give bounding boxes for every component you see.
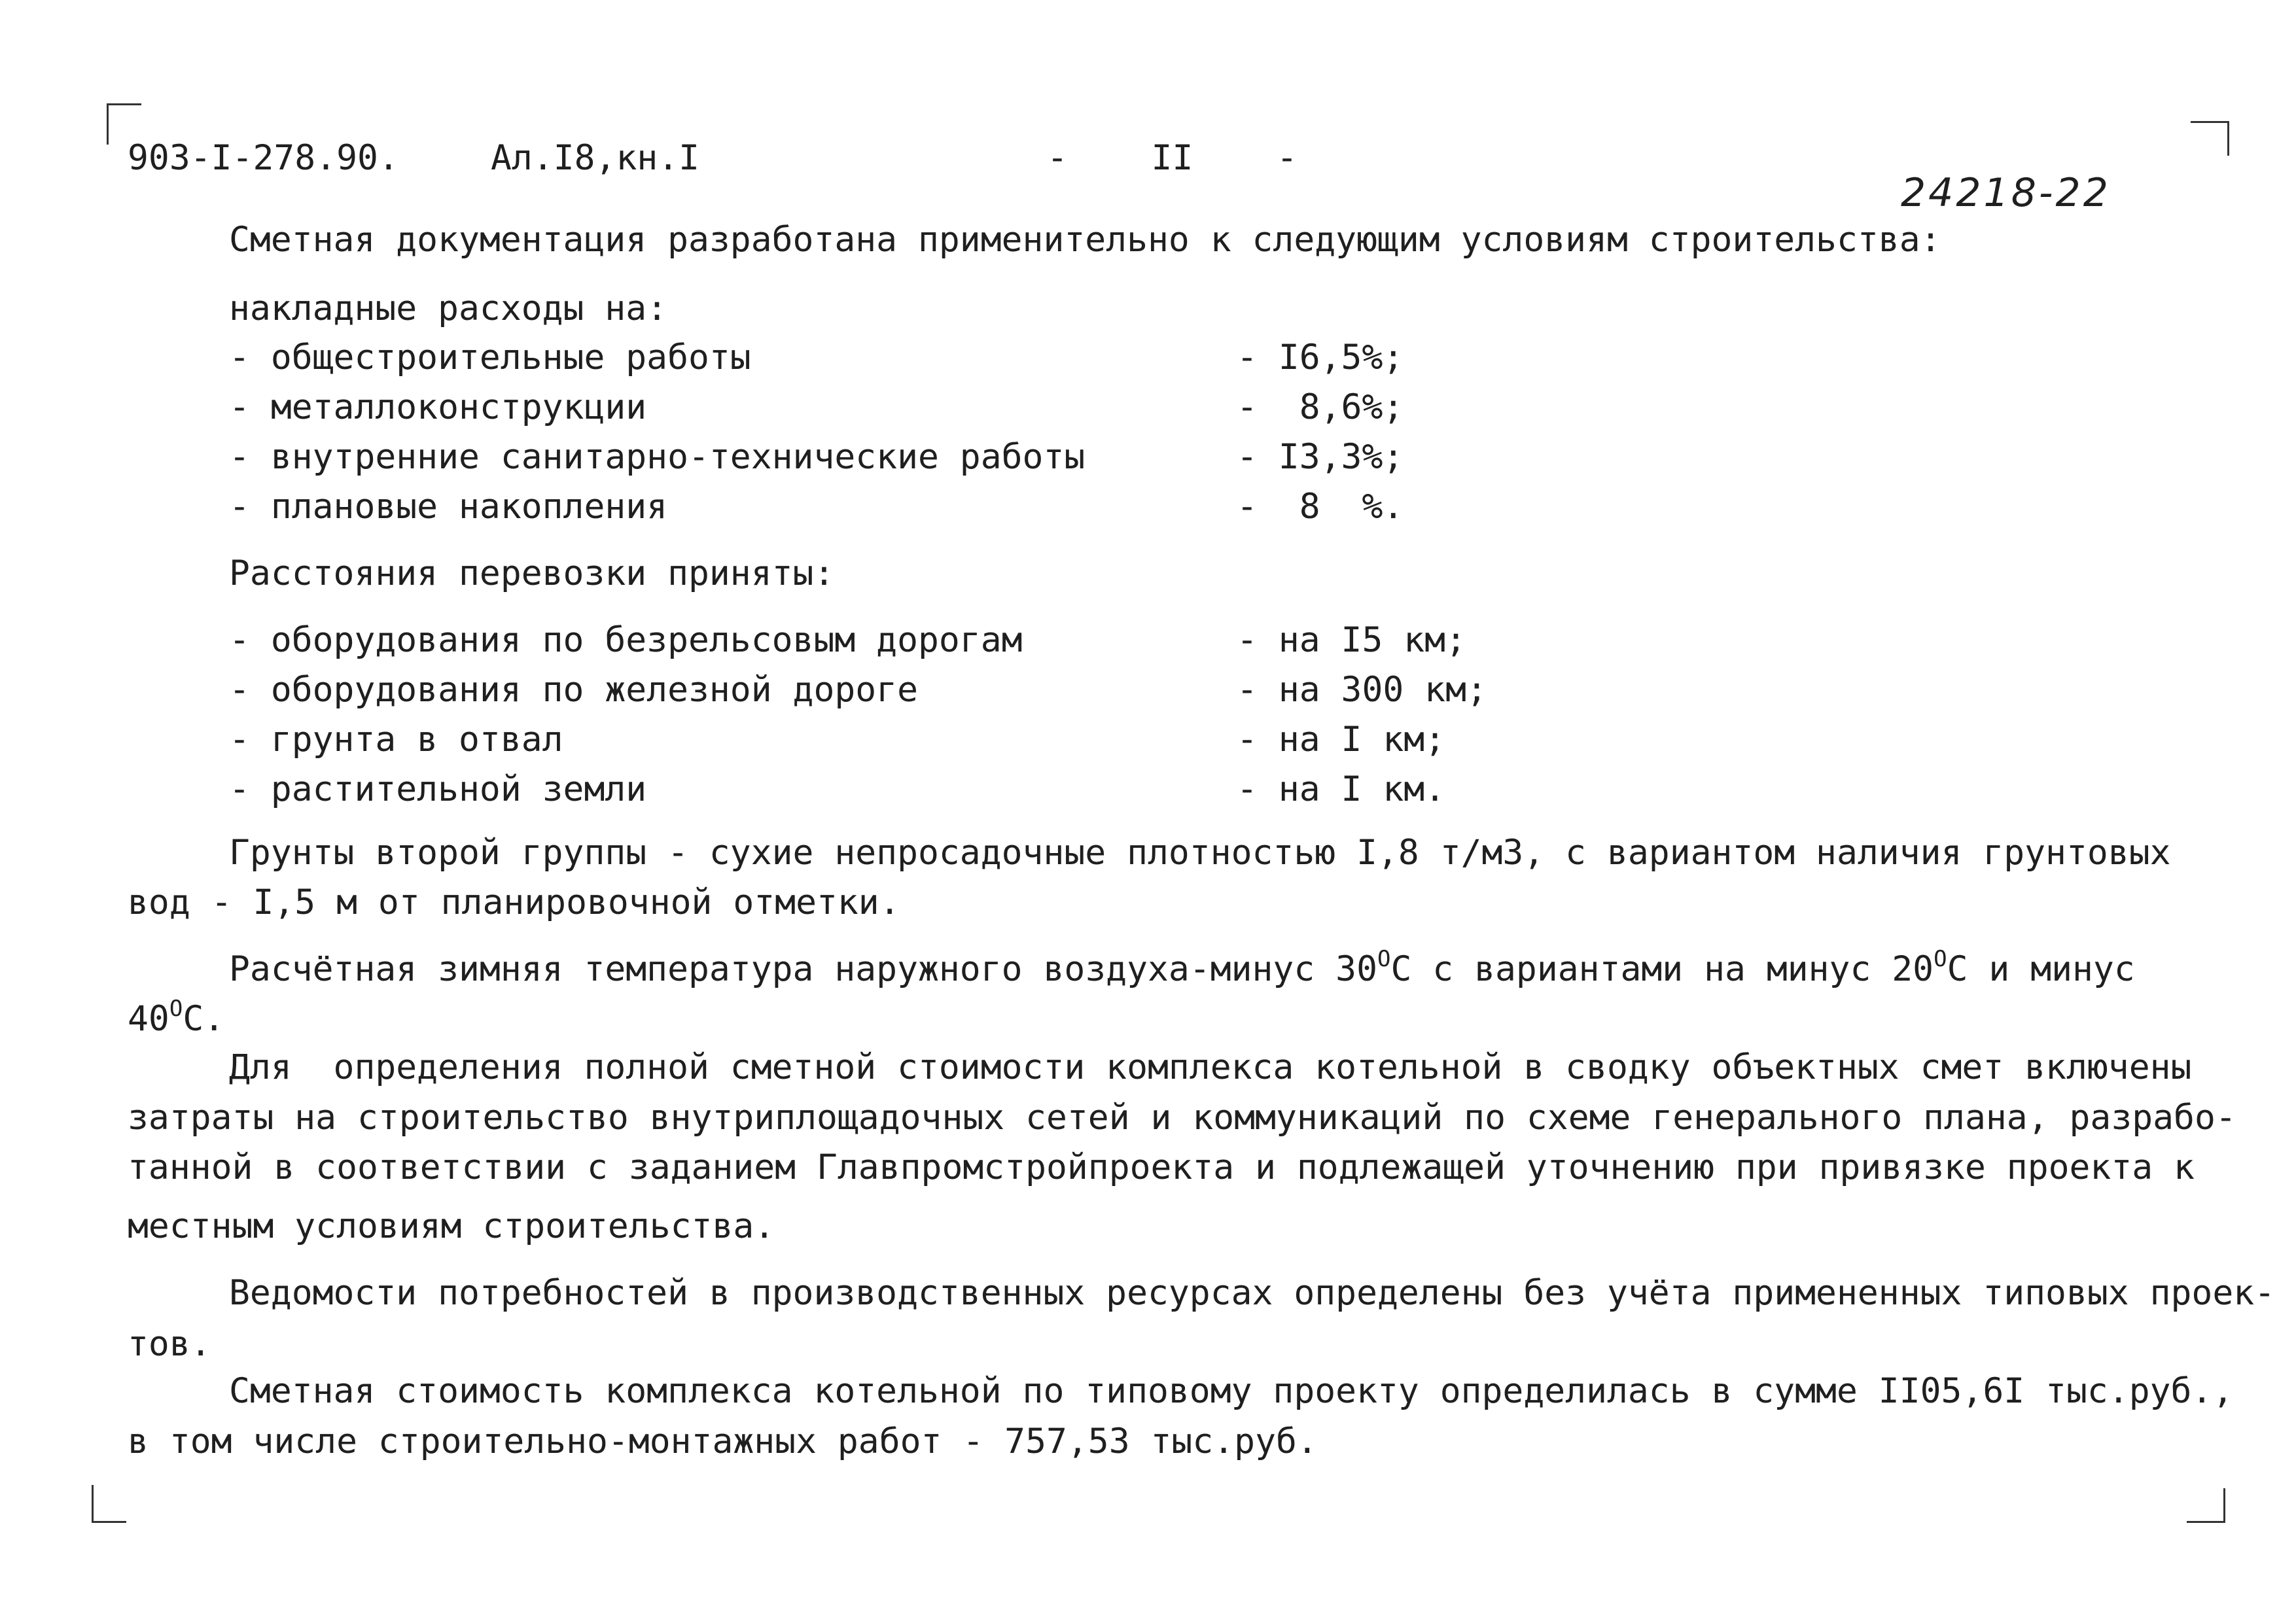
costs-text-line-3: танной в соответствии с заданием Главпромстройпроекта и подлежащей уточнению при привязке проекта к [128, 1147, 2195, 1187]
corner-mark-top-right [2191, 121, 2229, 156]
soil-text-line-1: Грунты второй группы - сухие непросадочные плотностью I,8 т/м3, с вариантом наличия грунтовых [229, 833, 2171, 873]
overhead-item-label: - металлоконструкции [229, 387, 647, 427]
intro-text: Сметная документация разработана применительно к следующим условиям строительства: [229, 220, 1941, 260]
costs-text-line-1: Для определения полной сметной стоимости комплекса котельной в сводку объектных смет включены [229, 1047, 2192, 1087]
overhead-item-value: - 8 %. [1237, 487, 1404, 527]
temperature-part: С с вариантами на минус 20 [1390, 949, 1934, 989]
album-reference: Ал.I8,кн.I [491, 138, 700, 178]
estimate-text-line-1: Сметная стоимость комплекса котельной по типовому проекту определилась в сумме II05,6I тыс.руб., [229, 1371, 2234, 1411]
degree-mark: О [169, 996, 183, 1022]
handwritten-number: 24218-22 [1901, 170, 2111, 216]
transport-item-value: - на 300 км; [1237, 670, 1487, 710]
overhead-item-label: - плановые накопления [229, 487, 668, 527]
transport-item-value: - на I км; [1237, 720, 1446, 759]
overhead-item-label: - общестроительные работы [229, 338, 751, 377]
transport-item-value: - на I км. [1237, 769, 1446, 809]
costs-text-line-4: местным условиям строительства. [128, 1206, 775, 1246]
temperature-text-line-2 [128, 996, 225, 1039]
overhead-item-label: - внутренние санитарно-технические работы [229, 437, 1086, 477]
transport-item-label: - оборудования по безрельсовым дорогам [229, 620, 1023, 660]
degree-mark: О [1934, 946, 1947, 972]
overhead-item-value: - I3,3%; [1237, 437, 1404, 477]
transport-item-value: - на I5 км; [1237, 620, 1466, 660]
estimate-text-line-2: в том числе строительно-монтажных работ - 757,53 тыс.руб. [128, 1422, 1318, 1461]
overhead-item-value: - 8,6%; [1237, 387, 1404, 427]
transport-item-label: - растительной земли [229, 769, 647, 809]
costs-text-line-2: затраты на строительство внутриплощадочных сетей и коммуникаций по схеме генерального плана, разрабо- [128, 1098, 2236, 1138]
resources-text-line-1: Ведомости потребностей в производственных ресурсах определены без учёта примененных типовых проек- [229, 1273, 2276, 1313]
page-number: - II - [1047, 138, 1298, 178]
document-code: 903-I-278.90. [128, 138, 399, 178]
corner-mark-bottom-right [2187, 1488, 2225, 1523]
soil-text-line-2: вод - I,5 м от планировочной отметки. [128, 882, 900, 922]
transport-item-label: - грунта в отвал [229, 720, 563, 759]
resources-text-line-2: тов. [128, 1324, 211, 1364]
overhead-heading: накладные расходы на: [229, 288, 668, 328]
temperature-text-line-1 [229, 946, 2135, 989]
corner-mark-bottom-left [92, 1485, 126, 1523]
temperature-part: С. [183, 999, 225, 1039]
temperature-part: Расчётная зимняя температура наружного воздуха-минус 30 [229, 949, 1377, 989]
degree-mark: О [1377, 946, 1391, 972]
temperature-part: 40 [128, 999, 169, 1039]
overhead-item-value: - I6,5%; [1237, 338, 1404, 377]
transport-heading: Расстояния перевозки приняты: [229, 553, 835, 593]
temperature-part: С и минус [1947, 949, 2135, 989]
transport-item-label: - оборудования по железной дороге [229, 670, 918, 710]
